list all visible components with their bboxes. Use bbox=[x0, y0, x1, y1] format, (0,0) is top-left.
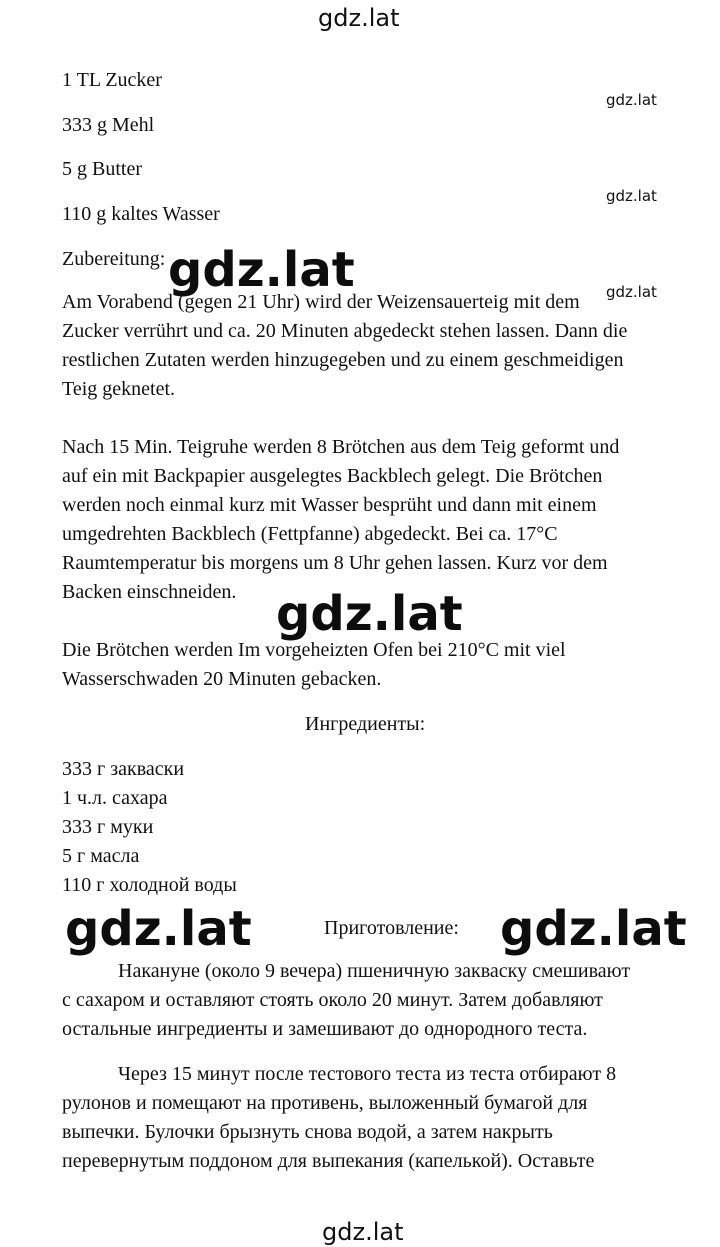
german-ingredient: 333 g Mehl bbox=[62, 114, 155, 136]
russian-ingredients-heading: Ингредиенты: bbox=[305, 713, 426, 735]
text-line: выпечки. Булочки брызнуть снова водой, а затем накрыть bbox=[62, 1121, 553, 1143]
watermark-side-3: gdz.lat bbox=[606, 283, 657, 301]
russian-ingredient: 110 г холодной воды bbox=[62, 874, 237, 896]
text-line: с сахаром и оставляют стоять около 20 минут. Затем добавляют bbox=[62, 989, 603, 1011]
russian-paragraph-2 bbox=[62, 1060, 682, 1176]
text-line: Zucker verrührt und ca. 20 Minuten abgedeckt stehen lassen. Dann die bbox=[62, 320, 628, 342]
watermark-large-1: gdz.lat bbox=[168, 242, 355, 298]
german-paragraph-1 bbox=[62, 288, 682, 404]
text-line: Am Vorabend (gegen 21 Uhr) wird der Weizensauerteig mit dem bbox=[62, 291, 580, 313]
text-line: Die Brötchen werden Im vorgeheizten Ofen bei 210°C mit viel bbox=[62, 639, 566, 661]
german-paragraph-3 bbox=[62, 636, 682, 694]
watermark-top: gdz.lat bbox=[318, 4, 400, 32]
russian-ingredient: 1 ч.л. сахара bbox=[62, 787, 168, 809]
german-ingredient: 110 g kaltes Wasser bbox=[62, 203, 220, 225]
text-line: перевернутым поддоном для выпекания (капелькой). Оставьте bbox=[62, 1150, 595, 1172]
text-line: Wasserschwaden 20 Minuten gebacken. bbox=[62, 668, 382, 690]
german-ingredient: 5 g Butter bbox=[62, 158, 142, 180]
watermark-large-2: gdz.lat bbox=[276, 586, 463, 642]
russian-ingredient-list bbox=[62, 755, 682, 900]
watermark-side-2: gdz.lat bbox=[606, 187, 657, 205]
text-line: Teig geknetet. bbox=[62, 378, 175, 400]
text-line: Через 15 минут после тестового теста из теста отбирают 8 bbox=[118, 1063, 617, 1085]
watermark-large-4: gdz.lat bbox=[500, 901, 687, 957]
russian-paragraph-1 bbox=[62, 957, 682, 1044]
watermark-large-3: gdz.lat bbox=[65, 901, 252, 957]
text-line: Backen einschneiden. bbox=[62, 581, 237, 603]
russian-prep-heading: Приготовление: bbox=[324, 917, 459, 939]
text-line: Raumtemperatur bis morgens um 8 Uhr gehen lassen. Kurz vor dem bbox=[62, 552, 608, 574]
text-line: рулонов и помещают на противень, выложенный бумагой для bbox=[62, 1092, 588, 1114]
text-line: остальные ингредиенты и замешивают до однородного теста. bbox=[62, 1018, 588, 1040]
text-line: auf ein mit Backpapier ausgelegtes Backblech gelegt. Die Brötchen bbox=[62, 465, 603, 487]
german-paragraph-2 bbox=[62, 433, 682, 607]
russian-ingredient: 5 г масла bbox=[62, 845, 140, 867]
text-line: Накануне (около 9 вечера) пшеничную закваску смешивают bbox=[118, 960, 631, 982]
russian-ingredient: 333 г муки bbox=[62, 816, 154, 838]
watermark-side-1: gdz.lat bbox=[606, 91, 657, 109]
watermark-bottom: gdz.lat bbox=[322, 1218, 404, 1246]
russian-ingredient: 333 г закваски bbox=[62, 758, 185, 780]
text-line: restlichen Zutaten werden hinzugegeben und zu einem geschmeidigen bbox=[62, 349, 624, 371]
german-ingredient: 1 TL Zucker bbox=[62, 69, 162, 91]
text-line: umgedrehten Backblech (Fettpfanne) abgedeckt. Bei ca. 17°C bbox=[62, 523, 558, 545]
text-line: Nach 15 Min. Teigruhe werden 8 Brötchen aus dem Teig geformt und bbox=[62, 436, 620, 458]
text-line: werden noch einmal kurz mit Wasser besprüht und dann mit einem bbox=[62, 494, 597, 516]
german-prep-heading: Zubereitung: bbox=[62, 248, 166, 270]
